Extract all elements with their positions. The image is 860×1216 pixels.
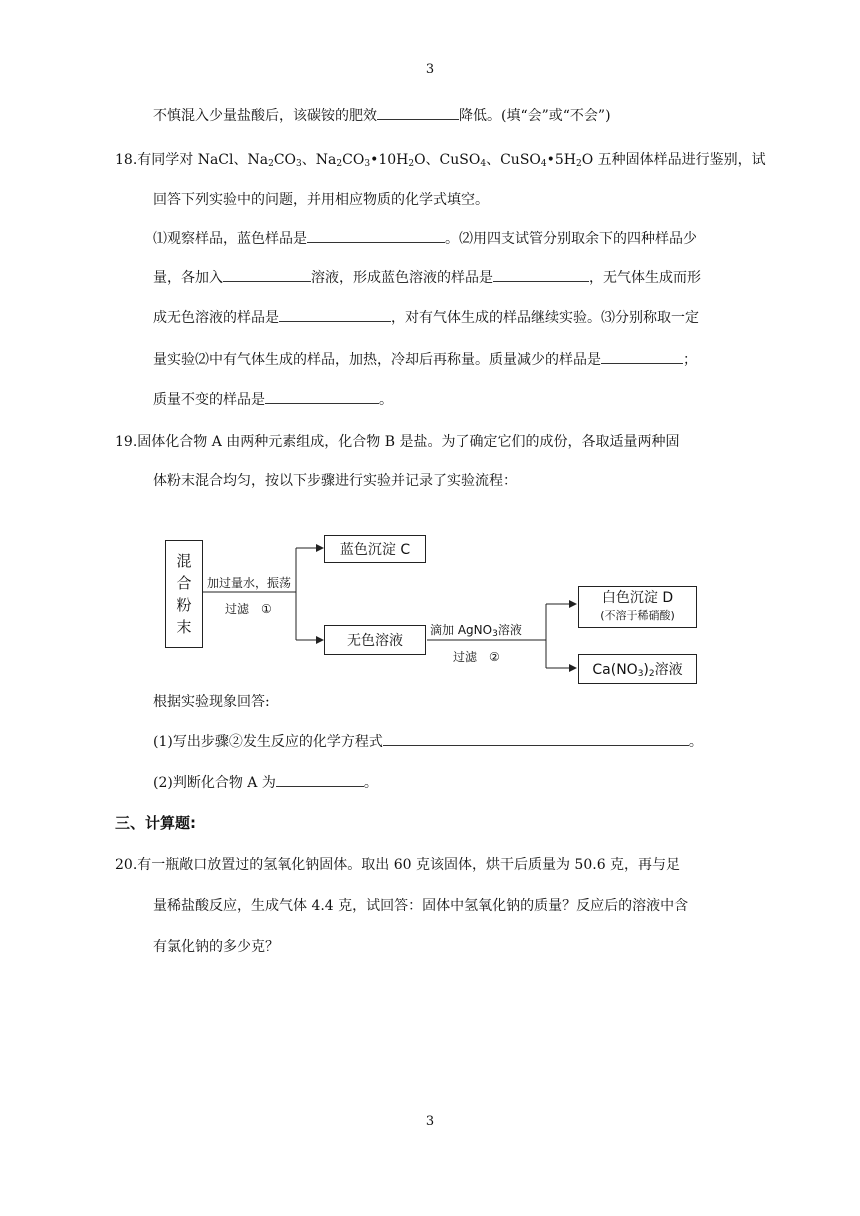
subscript: 3: [637, 669, 644, 679]
q18-text: 、CuSO: [486, 152, 541, 168]
q18-text: 量实验⑵中有气体生成的样品，加热，冷却后再称量。质量减少的样品是: [153, 352, 601, 368]
q20-line1: [115, 855, 680, 875]
solution-text: 溶液: [654, 662, 683, 678]
step2-text: 滴加 AgNO: [430, 623, 493, 637]
q20-number: 20.: [115, 857, 138, 873]
subscript: 2: [576, 159, 582, 169]
step2-bottom-label: 过滤 ②: [453, 650, 500, 664]
blue-precipitate-box: [324, 535, 426, 563]
q20-text: 有一瓶敞口放置过的氢氧化钠固体。取出 60 克该固体，烘干后质量为 50.6 克，再与足: [137, 857, 681, 873]
q18-text: ，对有气体生成的样品继续实验。⑶分别称取一定: [391, 310, 699, 326]
solution-text: Ca(NO: [592, 662, 638, 678]
q19-blank-compound-a[interactable]: [276, 772, 364, 787]
q18-text: 、Na: [301, 152, 337, 168]
step2-text: 溶液: [497, 623, 522, 637]
colorless-solution-box: [324, 625, 426, 655]
mixed-powder-box: [165, 540, 203, 648]
q18-number: 18.: [115, 152, 138, 168]
q19-text: (2)判断化合物 A 为: [153, 775, 276, 791]
q18-text: ⑴观察样品，蓝色样品是: [153, 231, 307, 247]
q18-text: •5H: [546, 152, 576, 168]
q17-text-before: 不慎混入少量盐酸后，该碳铵的肥效: [153, 108, 377, 124]
q18-text: 成无色溶液的样品是: [153, 310, 279, 326]
subscript: 3: [296, 159, 302, 169]
section3-title: 三、计算题:: [115, 814, 196, 832]
q19-text: (1)写出步骤②发生反应的化学方程式: [153, 734, 383, 750]
q18-text: 量，各加入: [153, 270, 223, 286]
step1-top-label: 加过量水，振荡: [207, 576, 292, 590]
q19-prompt: 根据实验现象回答:: [153, 694, 270, 710]
q18-text: 。: [379, 392, 393, 408]
q18-text: •10H: [370, 152, 409, 168]
q19-sub2: [153, 772, 378, 793]
q19-text: 。: [363, 775, 378, 791]
q19-number: 19.: [115, 434, 138, 450]
q18-text: CO: [342, 152, 365, 168]
colorless-solution-label: 无色溶液: [347, 633, 403, 649]
mix-char: 末: [176, 618, 192, 636]
page-number-bottom: 3: [425, 1114, 435, 1129]
calcium-nitrate-box: [578, 654, 697, 684]
q18-line2: 回答下列实验中的问题，并用相应物质的化学式填空。: [153, 192, 489, 208]
subscript: 3: [364, 159, 371, 169]
white-precipitate-label: 白色沉淀 D: [601, 590, 674, 606]
q18-text: CO: [273, 152, 297, 168]
q18-text: O 五种固体样品进行鉴别，试: [581, 152, 766, 168]
solution-text: ): [643, 662, 649, 678]
subscript: 4: [480, 159, 487, 169]
step2-top-label: [430, 621, 522, 638]
q18-text: 质量不变的样品是: [153, 392, 265, 408]
q17-text-after: 降低。(填“会”或“不会”): [459, 108, 611, 124]
q18-text: 。⑵用四支试管分别取余下的四种样品少: [445, 231, 697, 247]
mix-char: 合: [176, 574, 192, 592]
subscript: 2: [648, 669, 655, 679]
blue-precipitate-label: 蓝色沉淀 C: [339, 542, 411, 558]
q18-text: 溶液，形成蓝色溶液的样品是: [311, 270, 493, 286]
q19-sub1: [153, 731, 703, 752]
white-precipitate-note: (不溶于稀硝酸): [600, 609, 675, 622]
q18-text: O、CuSO: [414, 152, 481, 168]
subscript: 2: [408, 159, 415, 169]
q19-text: 固体化合物 A 由两种元素组成，化合物 B 是盐。为了确定它们的成份，各取适量两种固: [137, 434, 680, 450]
q18-text: ，无气体生成而形: [589, 270, 701, 286]
calcium-nitrate-label: [592, 659, 682, 679]
mix-char: 混: [176, 552, 192, 570]
q19-text: 。: [688, 734, 703, 750]
subscript: 3: [492, 629, 498, 639]
mix-char: 粉: [176, 596, 192, 614]
q20-line3: 有氯化钠的多少克？: [153, 939, 279, 955]
subscript: 2: [268, 159, 274, 169]
white-precipitate-box: [578, 586, 697, 628]
q18-text: ；: [683, 352, 697, 368]
page-number-top: 3: [425, 62, 435, 77]
q19-blank-equation[interactable]: [383, 731, 689, 746]
subscript: 2: [336, 159, 343, 169]
q18-text: 有同学对 NaCl、Na: [137, 152, 269, 168]
step1-bottom-label: 过滤 ①: [225, 602, 272, 616]
q20-line2: 量稀盐酸反应，生成气体 4.4 克，试回答：固体中氢氧化钠的质量？反应后的溶液中含: [153, 898, 689, 914]
subscript: 4: [540, 159, 547, 169]
q19-line2: 体粉末混合均匀，按以下步骤进行实验并记录了实验流程：: [153, 473, 517, 489]
